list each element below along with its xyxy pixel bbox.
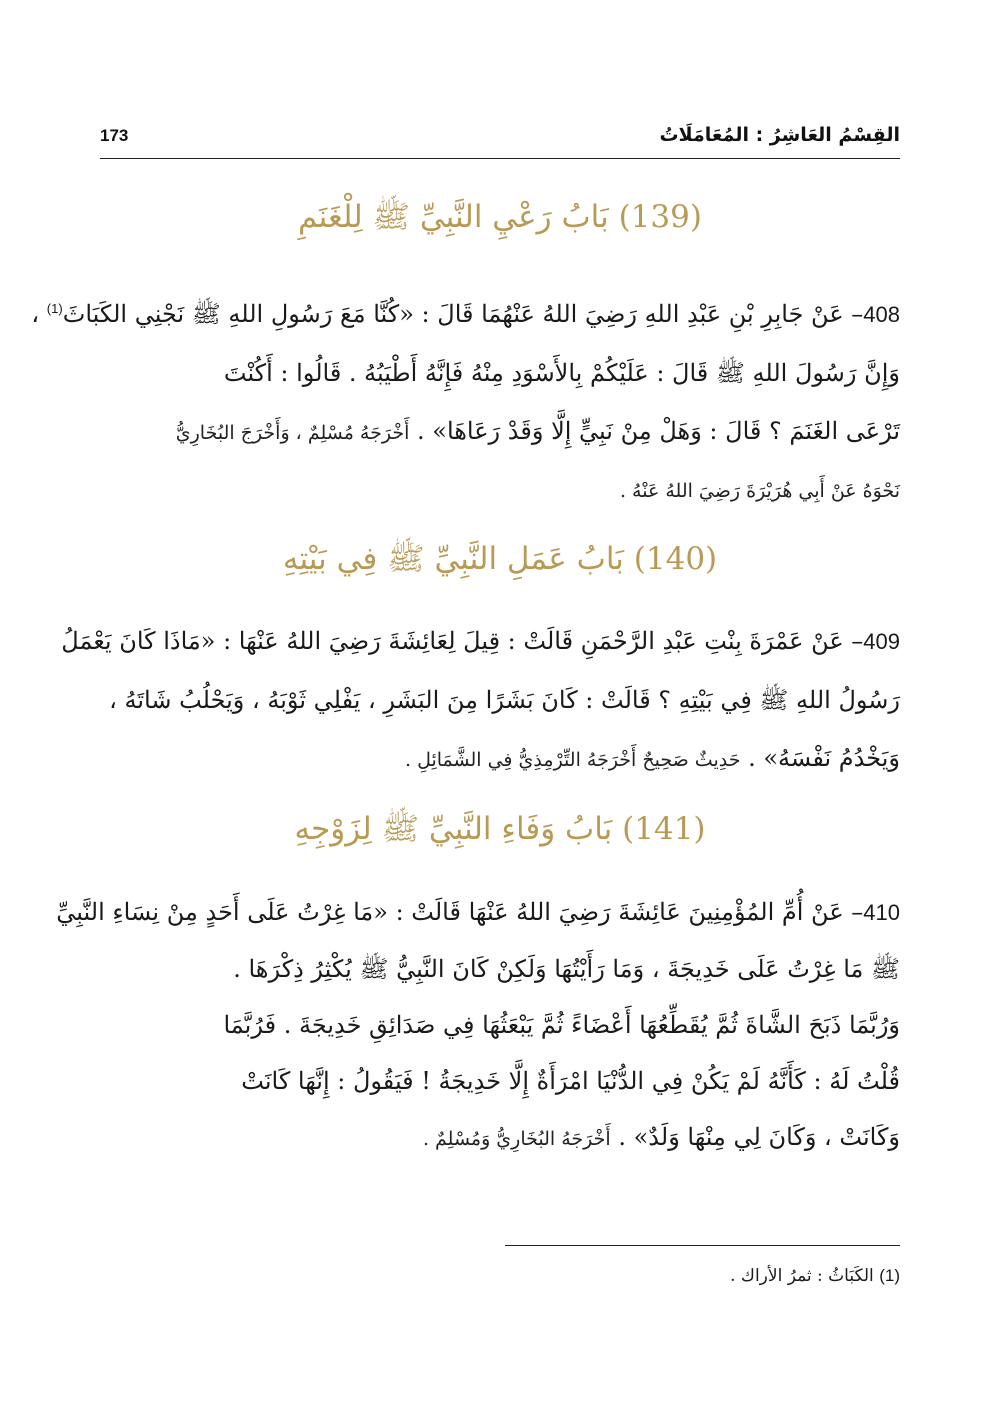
chapter-title-139: (139) بَابُ رَعْيِ النَّبِيِّ ﷺ لِلْغَنَمِ (298, 199, 702, 235)
hadith-text: تَرْعَى الغَنَمَ ؟ قَالَ : وَهَلْ مِنْ نَبِيٍّ إِلَّا وَقَدْ رَعَاهَا» . (417, 417, 900, 445)
hadith-410 (56, 884, 900, 1167)
footnote-number: (1) (879, 1266, 900, 1285)
hadith-source: أَخْرَجَهُ البُخَارِيُّ وَمُسْلِمٌ . (422, 1128, 611, 1150)
hadith-line: ﷺ مَا غِرْتُ عَلَى خَدِيجَةَ ، وَمَا رَأَيْتُهَا وَلَكِنْ كَانَ النَّبِيُّ ﷺ يُكْثِرُ ذِكْرَهَا . (233, 955, 900, 983)
hadith-text: وَيَخْدُمُ نَفْسَهُ» . (748, 744, 900, 772)
page-number: 173 (100, 126, 129, 145)
hadith-line: وَإِنَّ رَسُولَ اللهِ ﷺ قَالَ : عَلَيْكُمْ بِالأَسْوَدِ مِنْهُ فَإِنَّهُ أَطْيَبُهُ . قَالُوا : أَكُنْتَ (223, 359, 900, 387)
chapter-title-140: (140) بَابُ عَمَلِ النَّبِيِّ ﷺ فِي بَيْتِهِ (282, 541, 718, 577)
hadith-line (31, 280, 900, 344)
hadith-number: 409 (863, 629, 900, 654)
hadith-line (100, 729, 900, 789)
hadith-source: أَخْرَجَهُ مُسْلِمٌ ، وَأَخْرَجَ البُخَارِيُّ (175, 422, 410, 444)
hadith-line (61, 612, 900, 671)
footnote-divider (505, 1245, 900, 1246)
page-header (100, 118, 900, 159)
hadith-line: رَسُولُ اللهِ ﷺ فِي بَيْتِهِ ؟ قَالَتْ : كَانَ بَشَرًا مِنَ البَشَرِ ، يَفْلِي ثَوْبَهُ ، وَيَحْلُبُ شَاتَهُ ، (109, 686, 900, 714)
hadith-line: وَرُبَّمَا ذَبَحَ الشَّاةَ ثُمَّ يُقَطِّعُهَا أَعْضَاءً ثُمَّ يَبْعَثُهَا فِي صَدَائِقِ خَدِيجَةَ . فَرُبَّمَا (223, 1011, 900, 1039)
hadith-source: حَدِيثٌ صَحِيحٌ أَخْرَجَهُ التِّرْمِذِيُّ فِي الشَّمَائِلِ . (405, 749, 741, 771)
hadith-line (100, 402, 900, 462)
hadith-text: – عَنْ عَمْرَةَ بِنْتِ عَبْدِ الرَّحْمَنِ قَالَتْ : قِيلَ لِعَائِشَةَ رَضِيَ اللهُ عَنْهَا : «مَاذَا كَانَ يَعْمَلُ (61, 627, 864, 655)
footnote (730, 1266, 900, 1286)
hadith-text: ، (31, 300, 47, 328)
hadith-text: – عَنْ أُمِّ المُؤْمِنِينَ عَائِشَةَ رَضِيَ اللهُ عَنْهَا قَالَتْ : «مَا غِرْتُ عَلَى أَحَدٍ مِنْ نِسَاءِ النَّبِيِّ (56, 898, 864, 926)
hadith-number: 408 (863, 302, 900, 327)
footnote-text: الكَبَاثُ : ثمرُ الأراك . (730, 1266, 874, 1286)
hadith-line: قُلْتُ لَهُ : كَأَنَّهُ لَمْ يَكُنْ فِي الدُّنْيَا امْرَأَةٌ إِلَّا خَدِيجَةُ ! فَيَقُولُ : إِنَّهَا كَانَتْ (241, 1067, 900, 1095)
hadith-409 (61, 612, 900, 789)
chapter-title-141: (141) بَابُ وَفَاءِ النَّبِيِّ ﷺ لِزَوْجِهِ (294, 811, 706, 847)
hadith-source: نَحْوَهُ عَنْ أَبِي هُرَيْرَةَ رَضِيَ اللهُ عَنْهُ . (619, 480, 900, 502)
hadith-number: 410 (863, 900, 900, 925)
hadith-line (100, 1109, 900, 1167)
hadith-line (56, 884, 900, 941)
footnote-marker[interactable]: (1) (46, 301, 63, 316)
hadith-408 (31, 280, 900, 520)
hadith-text: – عَنْ جَابِرِ بْنِ عَبْدِ اللهِ رَضِيَ اللهُ عَنْهُمَا قَالَ : «كُنَّا مَعَ رَسُولِ اللهِ ﷺ نَجْنِي الكَبَاثَ (62, 300, 864, 328)
running-title: القِسْمُ العَاشِرُ : المُعَامَلَاتُ (659, 124, 900, 146)
hadith-text: وَكَانَتْ ، وَكَانَ لِي مِنْهَا وَلَدٌ» . (618, 1123, 900, 1151)
